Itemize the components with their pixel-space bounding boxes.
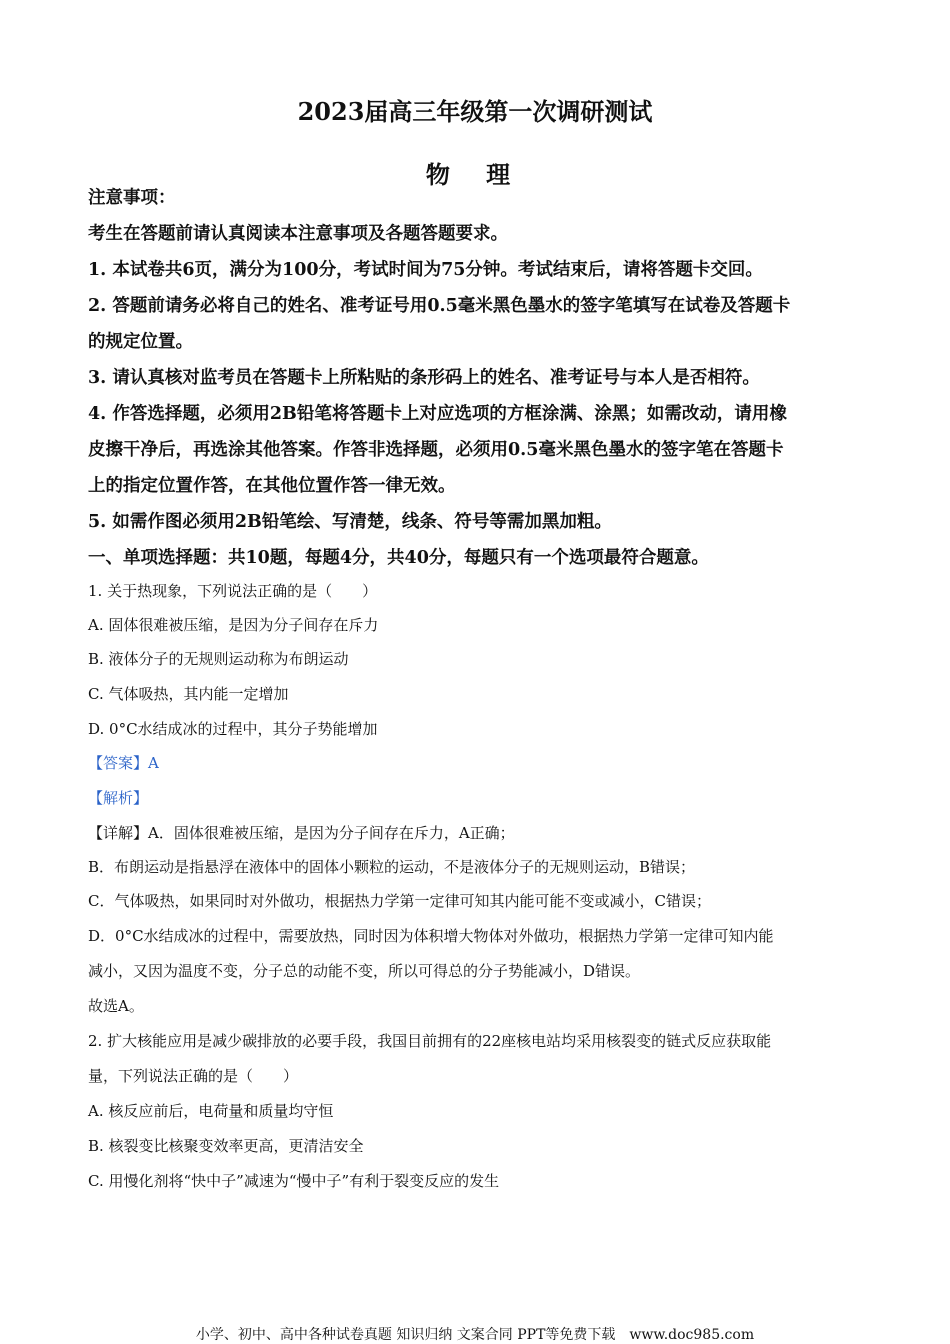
q1-option-c: C. 气体吸热，其内能一定增加 <box>88 685 289 703</box>
notes-heading: 注意事项： <box>88 188 176 208</box>
note-item-2a: 2. 答题前请务必将自己的姓名、准考证号用0.5毫米黑色墨水的签字笔填写在试卷及答题卡 <box>88 296 791 316</box>
note-item-4b: 皮擦干净后，再选涂其他答案。作答非选择题，必须用0.5毫米黑色墨水的签字笔在答题卡 <box>88 440 784 460</box>
note-item-2b: 的规定位置。 <box>88 332 193 352</box>
q1-answer: 【答案】A <box>88 754 159 772</box>
q1-conclusion: 故选A。 <box>88 997 144 1015</box>
q1-detail-a: 【详解】A．固体很难被压缩，是因为分子间存在斥力，A正确； <box>88 824 515 842</box>
q2-stem-1: 2. 扩大核能应用是减少碳排放的必要手段，我国目前拥有的22座核电站均采用核裂变的链式反应获取能 <box>88 1032 772 1050</box>
q1-option-d: D. 0°C水结成冰的过程中，其分子势能增加 <box>88 720 378 738</box>
exam-title: 2023届高三年级第一次调研测试 <box>297 97 653 126</box>
q1-analysis: 【解析】 <box>88 789 149 807</box>
subject-title: 物 理 <box>425 160 525 189</box>
q2-stem-2: 量，下列说法正确的是（ ） <box>88 1067 299 1085</box>
q2-option-b: B. 核裂变比核聚变效率更高，更清洁安全 <box>88 1137 364 1155</box>
notes-intro: 考生在答题前请认真阅读本注意事项及各题答题要求。 <box>88 224 508 244</box>
q1-detail-d2: 减小，又因为温度不变，分子总的动能不变，所以可得总的分子势能减小，D错误。 <box>88 962 641 980</box>
q2-option-c: C. 用慢化剂将“快中子”减速为“慢中子”有利于裂变反应的发生 <box>88 1172 500 1190</box>
q1-stem: 1. 关于热现象，下列说法正确的是（ ） <box>88 582 378 600</box>
note-item-5: 5. 如需作图必须用2B铅笔绘、写清楚，线条、符号等需加黑加粗。 <box>88 512 612 532</box>
q1-detail-b: B．布朗运动是指悬浮在液体中的固体小颗粒的运动，不是液体分子的无规则运动，B错误； <box>88 858 696 876</box>
note-item-4a: 4. 作答选择题，必须用2B铅笔将答题卡上对应选项的方框涂满、涂黑；如需改动，请用橡 <box>88 404 787 424</box>
q1-option-b: B. 液体分子的无规则运动称为布朗运动 <box>88 650 349 668</box>
q1-option-a: A. 固体很难被压缩，是因为分子间存在斥力 <box>88 616 379 634</box>
footer-text: 小学、初中、高中各种试卷真题 知识归纳 文案合同 PPT等免费下载 www.doc985.com <box>195 1327 755 1343</box>
note-item-3: 3. 请认真核对监考员在答题卡上所粘贴的条形码上的姓名、准考证号与本人是否相符。 <box>88 368 760 388</box>
q1-detail-d1: D．0°C水结成冰的过程中，需要放热，同时因为体积增大物体对外做功，根据热力学第一定律可知内能 <box>88 927 774 945</box>
section-heading: 一、单项选择题：共10题，每题4分，共40分，每题只有一个选项最符合题意。 <box>88 548 709 568</box>
q1-detail-c: C．气体吸热，如果同时对外做功，根据热力学第一定律可知其内能可能不变或减小，C错误； <box>88 892 711 910</box>
q2-option-a: A. 核反应前后，电荷量和质量均守恒 <box>88 1102 334 1120</box>
note-item-1: 1. 本试卷共6页，满分为100分，考试时间为75分钟。考试结束后，请将答题卡交回。 <box>88 260 763 280</box>
note-item-4c: 上的指定位置作答，在其他位置作答一律无效。 <box>88 476 456 496</box>
